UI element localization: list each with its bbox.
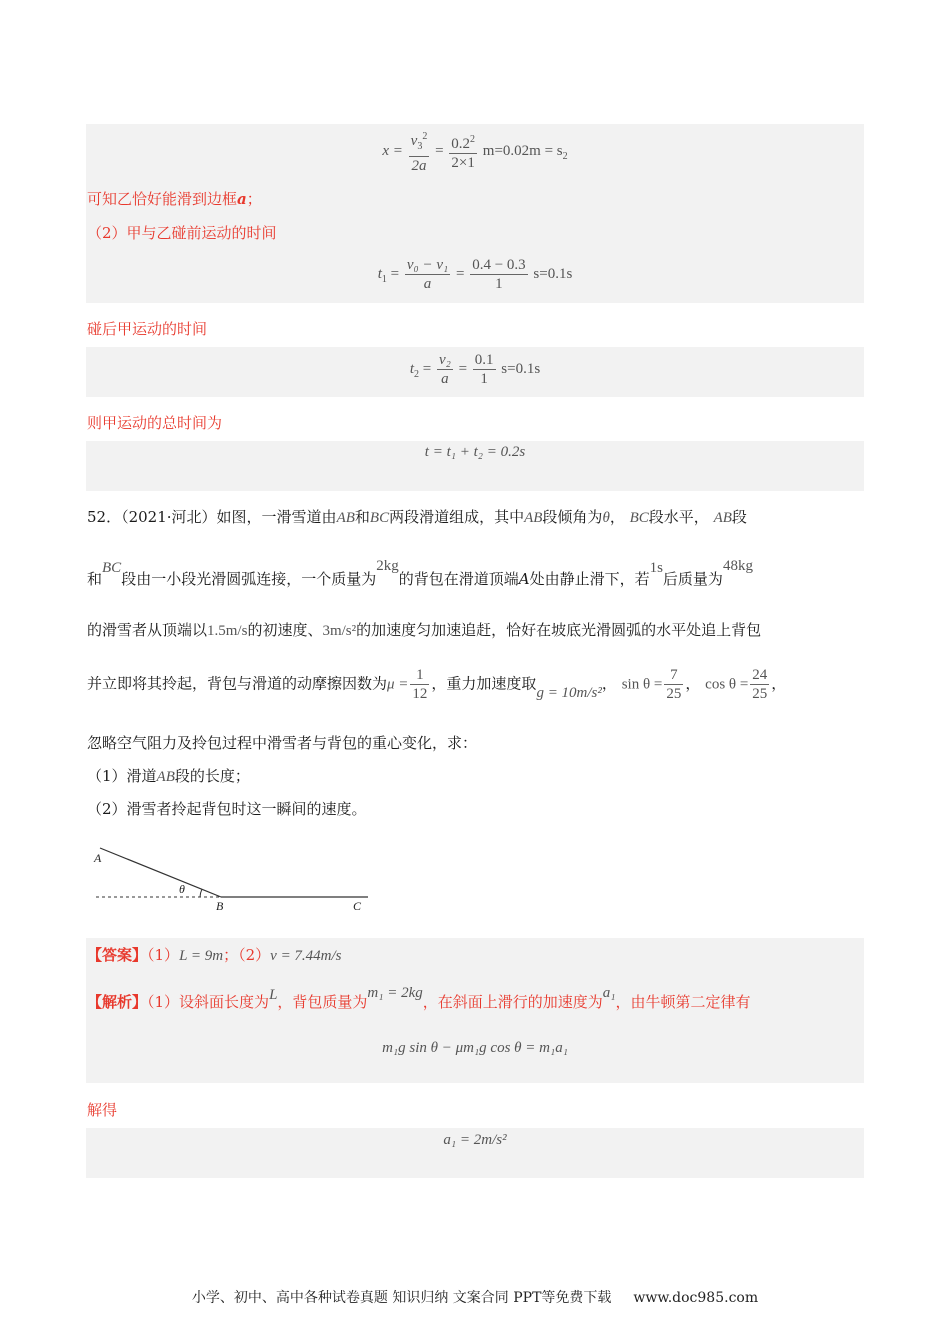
equation-x: x = $\frac{v_3^2}{2a}$ = $\frac{0.2^2}{2\times 1}$ $m=0.02m = s_2$ (86, 128, 864, 175)
footer-text: 小学、初中、高中各种试卷真题 知识归纳 文案合同 PPT等免费下载 (191, 1290, 612, 1306)
equation-t1: $t_1$ = $\frac{\text{v₀ − v₁}}{a}$ = $\frac{0.4 - 0.3}{1}$ s=0.1s (377, 257, 573, 292)
equation-total: t = t₁ + t₂ = 0.2s (424, 444, 526, 460)
text-reach-edge: 可知乙恰好能滑到边框a； (87, 190, 262, 208)
label-B: B (216, 899, 224, 913)
label-A: A (94, 851, 102, 865)
footer-url[interactable]: www.doc985.com (633, 1290, 759, 1306)
text-solve: 解得 (87, 1101, 118, 1119)
label-theta: θ (179, 882, 185, 896)
page-footer (0, 1287, 950, 1307)
problem-line-1: 52．（2021·河北）如图，一滑雪道由AB和BC两段滑道组成，其中AB段倾角为θ， BC段水平， AB段 (87, 508, 747, 526)
equation-t2: $t_2$ = $\frac{\text{v₂}}{a}$ = $\frac{0.1}{1}$ s=0.1s (409, 352, 541, 387)
text-part2: （2）甲与乙碰前运动的时间 (87, 224, 277, 242)
label-C: C (353, 899, 362, 913)
problem-line-2: 和BC段由一小段光滑圆弧连接，一个质量为2kg的背包在滑道顶端A处由静止滑下，若1s后质量为48kg (87, 558, 753, 588)
equation-a1: a₁ = 2m/s² (443, 1132, 507, 1148)
slope-figure (88, 842, 378, 914)
text-total-time: 则甲运动的总时间为 (87, 414, 223, 432)
equation-newton: m₁g sin θ − μm₁g cos θ = m₁a₁ (382, 1040, 568, 1056)
problem-line-5: 忽略空气阻力及拎包过程中滑雪者与背包的重心变化，求： (87, 734, 478, 752)
question-2: （2）滑雪者拎起背包时这一瞬间的速度。 (87, 800, 367, 818)
text-after-collision: 碰后甲运动的时间 (87, 320, 208, 338)
question-1: （1）滑道AB段的长度； (87, 767, 250, 785)
problem-line-3: 的滑雪者从顶端以1.5m/s的初速度、3m/s²的加速度匀加速追赶，恰好在坡底光滑圆弧的水平处追上背包 (87, 621, 762, 639)
problem-line-4: 并立即将其拎起，背包与滑道的动摩擦因数为μ = $\frac{1}{12}$ ，重力加速度取g = 10m/s²， sin θ = $\frac{7}{25}$ ， cos θ = $\frac{24}{25}$ ， (87, 667, 787, 702)
answer-line: 【答案】（1）L = 9m；（2）v = 7.44m/s (87, 946, 342, 964)
analysis-line: 【解析】（1）设斜面长度为L，背包质量为m₁ = 2kg，在斜面上滑行的加速度为a₁，由牛顿第二定律有 (87, 985, 751, 1011)
